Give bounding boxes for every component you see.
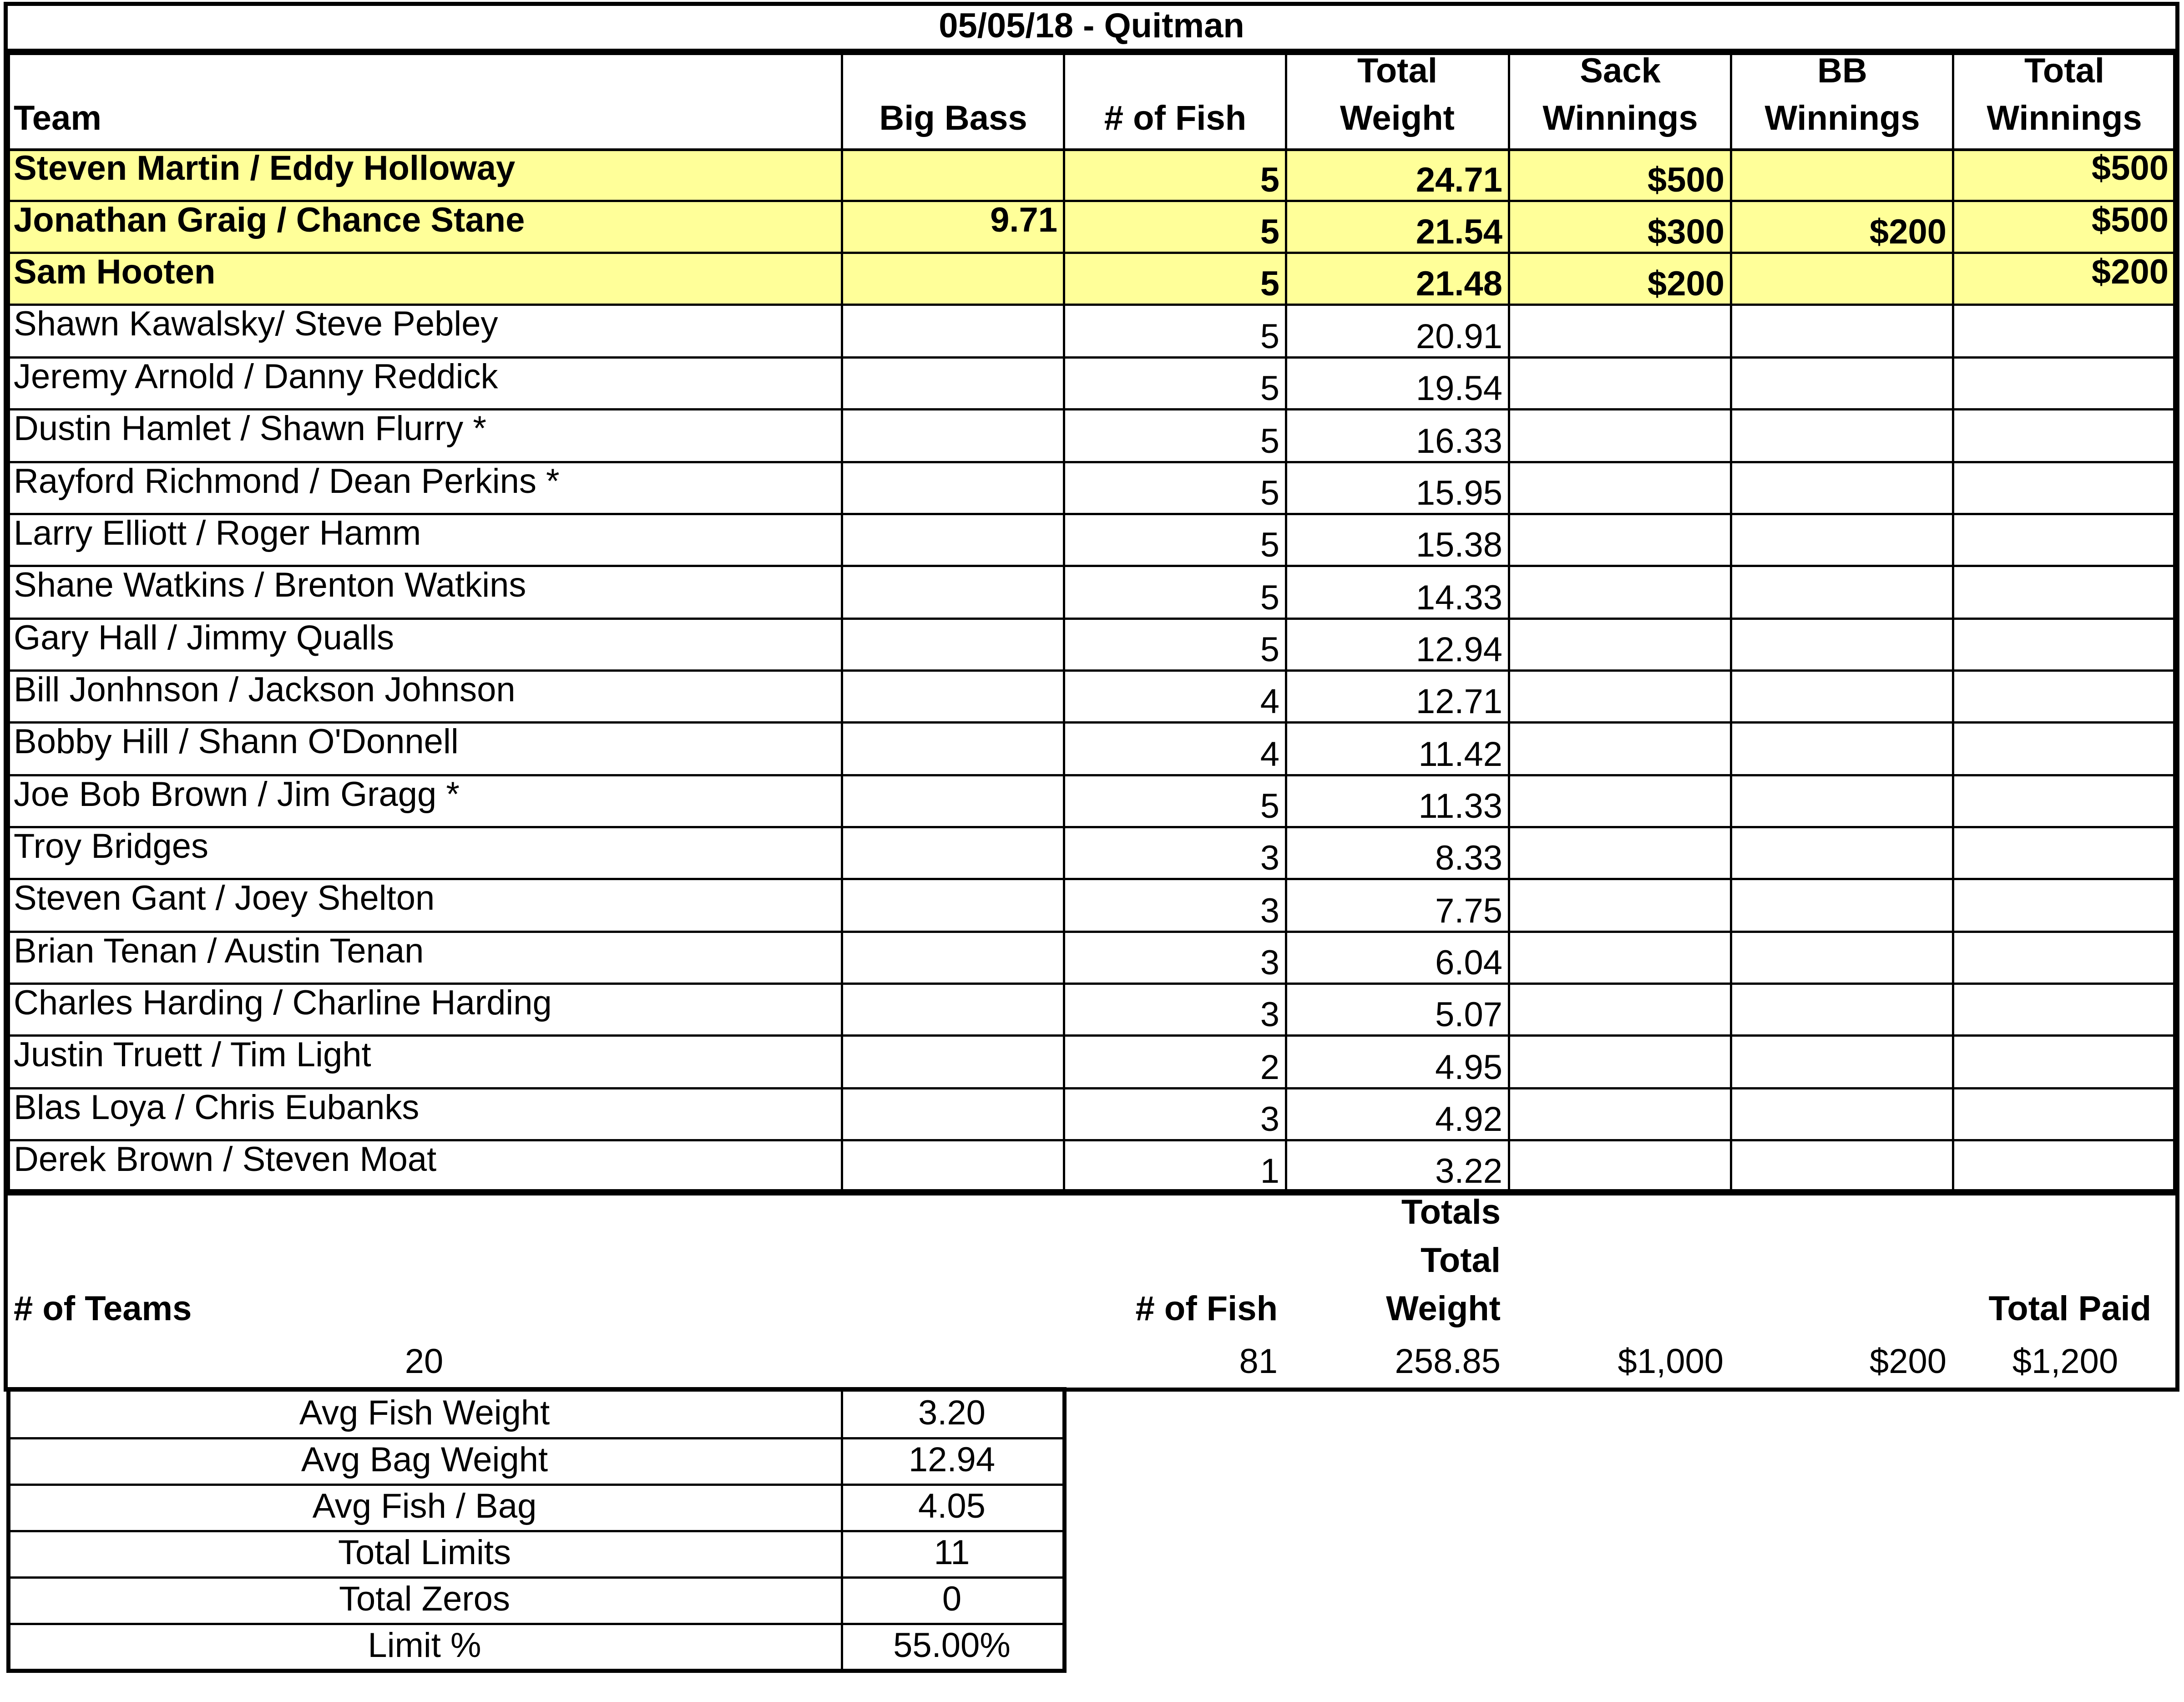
cell-team: Joe Bob Brown / Jim Gragg * — [14, 777, 460, 814]
grid-line — [1730, 55, 1732, 1192]
cell-total — [1954, 986, 2174, 1024]
cell-weight: 5.07 — [1435, 998, 1502, 1034]
cell-sack — [1510, 319, 1730, 358]
cell-team: Justin Truett / Tim Light — [14, 1038, 371, 1074]
cell-fish: 3 — [1260, 998, 1279, 1034]
cell-big-bass — [843, 841, 1063, 879]
cell-total — [1954, 411, 2174, 450]
grid-line — [10, 565, 2173, 567]
grid-line — [10, 774, 2173, 776]
cell-bb — [1732, 424, 1952, 462]
cell-weight: 4.92 — [1435, 1102, 1502, 1139]
cell-weight: 19.54 — [1416, 371, 1502, 408]
cell-fish: 2 — [1260, 1050, 1279, 1087]
grid-line — [10, 826, 2173, 828]
header-total-weight-line2: Weight — [1340, 101, 1455, 137]
cell-weight: 20.91 — [1416, 319, 1502, 356]
cell-total — [1954, 568, 2174, 606]
cell-bb — [1732, 998, 1952, 1036]
cell-weight: 3.22 — [1435, 1154, 1502, 1190]
cell-fish: 5 — [1260, 633, 1279, 669]
cell-team: Brian Tenan / Austin Tenan — [14, 934, 424, 970]
cell-sack — [1510, 581, 1730, 619]
title-box — [4, 2, 2179, 53]
cell-sack — [1510, 1154, 1730, 1192]
cell-sack — [1510, 684, 1730, 723]
totals-paid-value: $1,200 — [2012, 1344, 2118, 1381]
grid-line — [10, 1139, 2173, 1141]
totals-fish-label: # of Fish — [1135, 1292, 1278, 1328]
cell-bb — [1732, 946, 1952, 984]
cell-big-bass — [843, 319, 1063, 358]
cell-sack — [1510, 424, 1730, 462]
cell-sack — [1510, 528, 1730, 566]
cell-total — [1954, 1142, 2174, 1180]
cell-fish: 4 — [1260, 684, 1279, 721]
grid-line — [10, 1530, 1062, 1532]
cell-team: Gary Hall / Jimmy Qualls — [14, 621, 394, 657]
stats-value: 0 — [942, 1582, 962, 1618]
cell-sack — [1510, 1102, 1730, 1140]
cell-total — [1954, 464, 2174, 502]
cell-big-bass — [843, 1102, 1063, 1140]
cell-bb — [1732, 371, 1952, 410]
grid-line — [10, 1437, 1062, 1439]
grid-line — [1285, 55, 1287, 1192]
cell-total — [1954, 307, 2174, 345]
grid-line — [1952, 55, 1954, 1192]
cell-weight: 6.04 — [1435, 946, 1502, 982]
grid-line — [10, 1484, 1062, 1486]
header-num-fish: # of Fish — [1104, 101, 1247, 137]
cell-bb — [1732, 163, 1952, 201]
cell-weight: 15.95 — [1416, 476, 1502, 512]
cell-big-bass — [843, 424, 1063, 462]
cell-fish: 3 — [1260, 1102, 1279, 1139]
cell-weight: 15.38 — [1416, 528, 1502, 564]
cell-weight: 24.71 — [1416, 163, 1502, 199]
totals-weight-label-line2: Weight — [1386, 1292, 1501, 1328]
totals-teams-value: 20 — [404, 1344, 444, 1381]
cell-bb — [1732, 841, 1952, 879]
cell-fish: 3 — [1260, 894, 1279, 930]
cell-sack — [1510, 633, 1730, 671]
cell-fish: 5 — [1260, 581, 1279, 617]
totals-fish-value: 81 — [1239, 1344, 1278, 1381]
cell-total — [1954, 360, 2174, 398]
cell-team: Troy Bridges — [14, 829, 208, 866]
stats-value: 12.94 — [908, 1443, 996, 1479]
cell-team: Larry Elliott / Roger Hamm — [14, 516, 421, 552]
cell-bb — [1732, 581, 1952, 619]
cell-big-bass — [843, 1154, 1063, 1192]
cell-big-bass — [843, 371, 1063, 410]
cell-bb — [1732, 476, 1952, 514]
cell-bb — [1732, 633, 1952, 671]
cell-total — [1954, 516, 2174, 554]
cell-team: Dustin Hamlet / Shawn Flurry * — [14, 411, 486, 448]
cell-team: Sam Hooten — [14, 255, 216, 291]
header-sack-winnings-line1: Sack — [1580, 54, 1661, 90]
grid-line — [1508, 55, 1510, 1192]
cell-big-bass — [843, 789, 1063, 827]
cell-big-bass — [843, 476, 1063, 514]
cell-total — [1954, 621, 2174, 659]
cell-bb — [1732, 267, 1952, 305]
cell-bb — [1732, 528, 1952, 566]
cell-sack — [1510, 841, 1730, 879]
cell-bb — [1732, 1154, 1952, 1192]
grid-line — [10, 931, 2173, 933]
grid-line — [10, 461, 2173, 463]
cell-big-bass — [843, 737, 1063, 775]
cell-fish: 5 — [1260, 215, 1279, 251]
grid-line — [10, 721, 2173, 724]
stats-label: Limit % — [368, 1628, 481, 1665]
cell-fish: 5 — [1260, 528, 1279, 564]
cell-weight: 12.71 — [1416, 684, 1502, 721]
cell-bb — [1732, 1050, 1952, 1089]
cell-big-bass — [843, 894, 1063, 932]
grid-line — [10, 1623, 1062, 1625]
cell-sack: $500 — [1647, 163, 1724, 199]
cell-big-bass — [843, 684, 1063, 723]
totals-bb-value: $200 — [1869, 1344, 1946, 1381]
cell-big-bass — [843, 151, 1063, 189]
cell-team: Shawn Kawalsky/ Steve Pebley — [14, 307, 498, 343]
cell-big-bass — [843, 633, 1063, 671]
grid-line — [10, 1087, 2173, 1089]
cell-team: Jeremy Arnold / Danny Reddick — [14, 360, 498, 396]
grid-line — [10, 1576, 1062, 1579]
grid-line — [10, 304, 2173, 306]
cell-fish: 4 — [1260, 737, 1279, 774]
cell-sack — [1510, 894, 1730, 932]
header-total-winnings-line1: Total — [2024, 54, 2104, 90]
page-title: 05/05/18 - Quitman — [939, 9, 1244, 45]
cell-total: $500 — [2091, 151, 2169, 187]
grid-line — [10, 669, 2173, 672]
stats-label: Total Limits — [338, 1535, 511, 1572]
cell-fish: 3 — [1260, 841, 1279, 877]
cell-bb — [1732, 319, 1952, 358]
cell-sack — [1510, 1050, 1730, 1089]
totals-teams-label: # of Teams — [14, 1292, 192, 1328]
cell-weight: 12.94 — [1416, 633, 1502, 669]
cell-total — [1954, 881, 2174, 919]
cell-sack — [1510, 476, 1730, 514]
cell-fish: 5 — [1260, 319, 1279, 356]
cell-sack — [1510, 371, 1730, 410]
cell-fish: 5 — [1260, 371, 1279, 408]
cell-weight: 7.75 — [1435, 894, 1502, 930]
cell-total — [1954, 724, 2174, 763]
header-total-winnings-line2: Winnings — [1987, 101, 2142, 137]
cell-big-bass — [843, 528, 1063, 566]
grid-line — [10, 148, 2173, 151]
cell-big-bass: 9.71 — [990, 203, 1057, 239]
cell-weight: 16.33 — [1416, 424, 1502, 461]
cell-fish: 5 — [1260, 789, 1279, 826]
cell-total — [1954, 777, 2174, 816]
totals-heading: Totals — [1401, 1195, 1501, 1231]
header-bb-winnings-line2: Winnings — [1764, 101, 1920, 137]
cell-weight: 11.33 — [1418, 789, 1502, 826]
header-team: Team — [14, 101, 101, 137]
cell-team: Steven Martin / Eddy Holloway — [14, 151, 516, 187]
cell-big-bass — [843, 1050, 1063, 1089]
stats-value: 11 — [934, 1535, 970, 1572]
cell-bb: $200 — [1869, 215, 1946, 251]
cell-bb — [1732, 789, 1952, 827]
stats-label: Avg Fish Weight — [299, 1396, 550, 1432]
cell-sack — [1510, 737, 1730, 775]
cell-big-bass — [843, 946, 1063, 984]
cell-sack — [1510, 789, 1730, 827]
cell-fish: 5 — [1260, 476, 1279, 512]
cell-fish: 3 — [1260, 946, 1279, 982]
cell-sack: $300 — [1647, 215, 1724, 251]
grid-line — [10, 618, 2173, 620]
cell-weight: 11.42 — [1418, 737, 1502, 774]
cell-total — [1954, 1038, 2174, 1076]
cell-team: Charles Harding / Charline Harding — [14, 986, 552, 1022]
header-big-bass: Big Bass — [879, 101, 1027, 137]
stats-value: 4.05 — [918, 1489, 986, 1525]
totals-sack-value: $1,000 — [1618, 1344, 1724, 1381]
grid-line — [10, 983, 2173, 985]
cell-fish: 5 — [1260, 163, 1279, 199]
grid-line — [1063, 55, 1065, 1192]
cell-sack — [1510, 998, 1730, 1036]
grid-line — [841, 1391, 843, 1669]
cell-bb — [1732, 894, 1952, 932]
cell-fish: 1 — [1260, 1154, 1279, 1190]
grid-line — [841, 55, 843, 1192]
cell-team: Bill Jonhnson / Jackson Johnson — [14, 673, 516, 709]
stats-label: Total Zeros — [339, 1582, 510, 1618]
cell-bb — [1732, 737, 1952, 775]
header-bb-winnings-line1: BB — [1817, 54, 1867, 90]
cell-team: Blas Loya / Chris Eubanks — [14, 1090, 420, 1127]
cell-team: Shane Watkins / Brenton Watkins — [14, 568, 526, 604]
stats-label: Avg Bag Weight — [301, 1443, 548, 1479]
cell-fish: 5 — [1260, 267, 1279, 303]
grid-line — [10, 1034, 2173, 1037]
cell-total: $200 — [2091, 255, 2169, 291]
cell-big-bass — [843, 998, 1063, 1036]
grid-line — [10, 513, 2173, 515]
cell-team: Rayford Richmond / Dean Perkins * — [14, 464, 560, 501]
cell-weight: 21.54 — [1416, 215, 1502, 251]
grid-line — [10, 408, 2173, 410]
cell-weight: 4.95 — [1435, 1050, 1502, 1087]
cell-fish: 5 — [1260, 424, 1279, 461]
cell-team: Steven Gant / Joey Shelton — [14, 881, 435, 917]
cell-sack — [1510, 946, 1730, 984]
cell-bb — [1732, 1102, 1952, 1140]
cell-sack: $200 — [1647, 267, 1724, 303]
grid-line — [10, 200, 2173, 202]
cell-total — [1954, 1090, 2174, 1129]
stats-value: 3.20 — [918, 1396, 986, 1432]
cell-team: Bobby Hill / Shann O'Donnell — [14, 724, 459, 761]
totals-weight-value: 258.85 — [1395, 1344, 1501, 1381]
grid-line — [10, 878, 2173, 880]
cell-weight: 8.33 — [1435, 841, 1502, 877]
cell-total — [1954, 829, 2174, 867]
header-sack-winnings-line2: Winnings — [1542, 101, 1698, 137]
totals-weight-label-line1: Total — [1421, 1243, 1501, 1280]
header-total-weight-line1: Total — [1357, 54, 1437, 90]
cell-weight: 14.33 — [1416, 581, 1502, 617]
cell-bb — [1732, 684, 1952, 723]
cell-team: Derek Brown / Steven Moat — [14, 1142, 437, 1179]
cell-total — [1954, 934, 2174, 972]
cell-total: $500 — [2091, 203, 2169, 239]
grid-line — [10, 356, 2173, 359]
cell-total — [1954, 673, 2174, 711]
cell-big-bass — [843, 581, 1063, 619]
grid-line — [10, 252, 2173, 254]
stats-value: 55.00% — [893, 1628, 1011, 1665]
cell-team: Jonathan Graig / Chance Stane — [14, 203, 525, 239]
totals-paid-label: Total Paid — [1988, 1292, 2151, 1328]
stats-label: Avg Fish / Bag — [312, 1489, 537, 1525]
cell-weight: 21.48 — [1416, 267, 1502, 303]
cell-big-bass — [843, 255, 1063, 293]
